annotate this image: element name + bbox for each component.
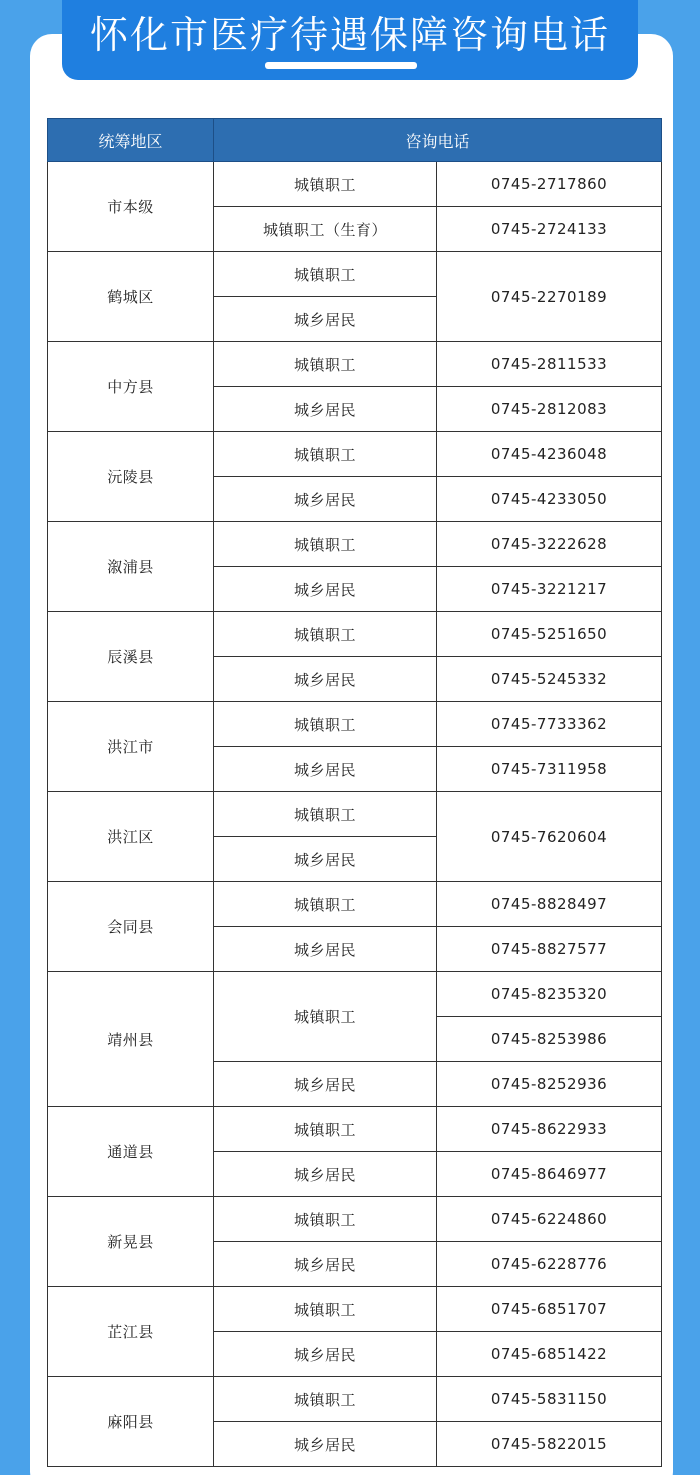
phone-number: 0745-4233050: [437, 477, 662, 522]
region-name: 芷江县: [48, 1287, 214, 1377]
phone-number: 0745-2812083: [437, 387, 662, 432]
phone-number: 0745-6851707: [437, 1287, 662, 1332]
phone-number: 0745-6228776: [437, 1242, 662, 1287]
phone-number: 0745-7311958: [437, 747, 662, 792]
region-name: 洪江市: [48, 702, 214, 792]
header-region: 统筹地区: [48, 119, 214, 162]
phone-number: 0745-2724133: [437, 207, 662, 252]
table-row: [48, 882, 662, 927]
insurance-type: 城镇职工: [214, 882, 437, 927]
insurance-type: 城乡居民: [214, 747, 437, 792]
insurance-type: 城镇职工: [214, 252, 437, 297]
region-name: 溆浦县: [48, 522, 214, 612]
phone-number: 0745-2811533: [437, 342, 662, 387]
title-underline: [265, 62, 417, 69]
phone-number: 0745-7620604: [437, 792, 662, 882]
phone-number: 0745-8252936: [437, 1062, 662, 1107]
region-name: 鹤城区: [48, 252, 214, 342]
insurance-type: 城镇职工: [214, 1377, 437, 1422]
phone-number: 0745-5822015: [437, 1422, 662, 1467]
region-name: 新晃县: [48, 1197, 214, 1287]
phone-number: 0745-7733362: [437, 702, 662, 747]
region-name: 靖州县: [48, 972, 214, 1107]
table-row: [48, 1377, 662, 1422]
table-row: [48, 972, 662, 1017]
insurance-type: 城乡居民: [214, 477, 437, 522]
table-row: [48, 162, 662, 207]
table-row: [48, 1107, 662, 1152]
table-row: [48, 522, 662, 567]
table-row: [48, 792, 662, 837]
hotline-table: [47, 118, 662, 1467]
region-name: 洪江区: [48, 792, 214, 882]
phone-number: 0745-5251650: [437, 612, 662, 657]
table-row: [48, 432, 662, 477]
page-title: 怀化市医疗待遇保障咨询电话: [89, 13, 610, 57]
insurance-type: 城乡居民: [214, 1332, 437, 1377]
insurance-type: 城镇职工: [214, 522, 437, 567]
insurance-type: 城乡居民: [214, 837, 437, 882]
phone-number: 0745-2717860: [437, 162, 662, 207]
insurance-type: 城镇职工: [214, 162, 437, 207]
insurance-type: 城镇职工: [214, 432, 437, 477]
region-name: 会同县: [48, 882, 214, 972]
insurance-type: 城镇职工: [214, 1107, 437, 1152]
insurance-type: 城镇职工: [214, 972, 437, 1062]
insurance-type: 城乡居民: [214, 927, 437, 972]
insurance-type: 城乡居民: [214, 1062, 437, 1107]
phone-number: 0745-6851422: [437, 1332, 662, 1377]
insurance-type: 城镇职工: [214, 792, 437, 837]
table-header-row: [48, 119, 662, 162]
phone-number: 0745-5245332: [437, 657, 662, 702]
table-row: [48, 252, 662, 297]
region-name: 市本级: [48, 162, 214, 252]
table-row: [48, 1197, 662, 1242]
phone-number: 0745-8827577: [437, 927, 662, 972]
insurance-type: 城镇职工: [214, 612, 437, 657]
phone-number: 0745-4236048: [437, 432, 662, 477]
table-row: [48, 1287, 662, 1332]
insurance-type: 城乡居民: [214, 297, 437, 342]
region-name: 通道县: [48, 1107, 214, 1197]
insurance-type: 城乡居民: [214, 387, 437, 432]
phone-number: 0745-6224860: [437, 1197, 662, 1242]
insurance-type: 城乡居民: [214, 657, 437, 702]
phone-number: 0745-8622933: [437, 1107, 662, 1152]
region-name: 辰溪县: [48, 612, 214, 702]
phone-number: 0745-2270189: [437, 252, 662, 342]
region-name: 麻阳县: [48, 1377, 214, 1467]
insurance-type: 城乡居民: [214, 1152, 437, 1197]
insurance-type: 城镇职工: [214, 1287, 437, 1332]
insurance-type: 城镇职工（生育）: [214, 207, 437, 252]
phone-number: 0745-8646977: [437, 1152, 662, 1197]
header-phone: 咨询电话: [214, 119, 662, 162]
phone-number: 0745-8253986: [437, 1017, 662, 1062]
insurance-type: 城镇职工: [214, 342, 437, 387]
insurance-type: 城乡居民: [214, 567, 437, 612]
insurance-type: 城乡居民: [214, 1422, 437, 1467]
phone-number: 0745-3221217: [437, 567, 662, 612]
insurance-type: 城乡居民: [214, 1242, 437, 1287]
table-row: [48, 342, 662, 387]
phone-number: 0745-3222628: [437, 522, 662, 567]
region-name: 沅陵县: [48, 432, 214, 522]
insurance-type: 城镇职工: [214, 702, 437, 747]
phone-number: 0745-5831150: [437, 1377, 662, 1422]
region-name: 中方县: [48, 342, 214, 432]
phone-number: 0745-8828497: [437, 882, 662, 927]
table-row: [48, 702, 662, 747]
table-row: [48, 612, 662, 657]
insurance-type: 城镇职工: [214, 1197, 437, 1242]
phone-number: 0745-8235320: [437, 972, 662, 1017]
